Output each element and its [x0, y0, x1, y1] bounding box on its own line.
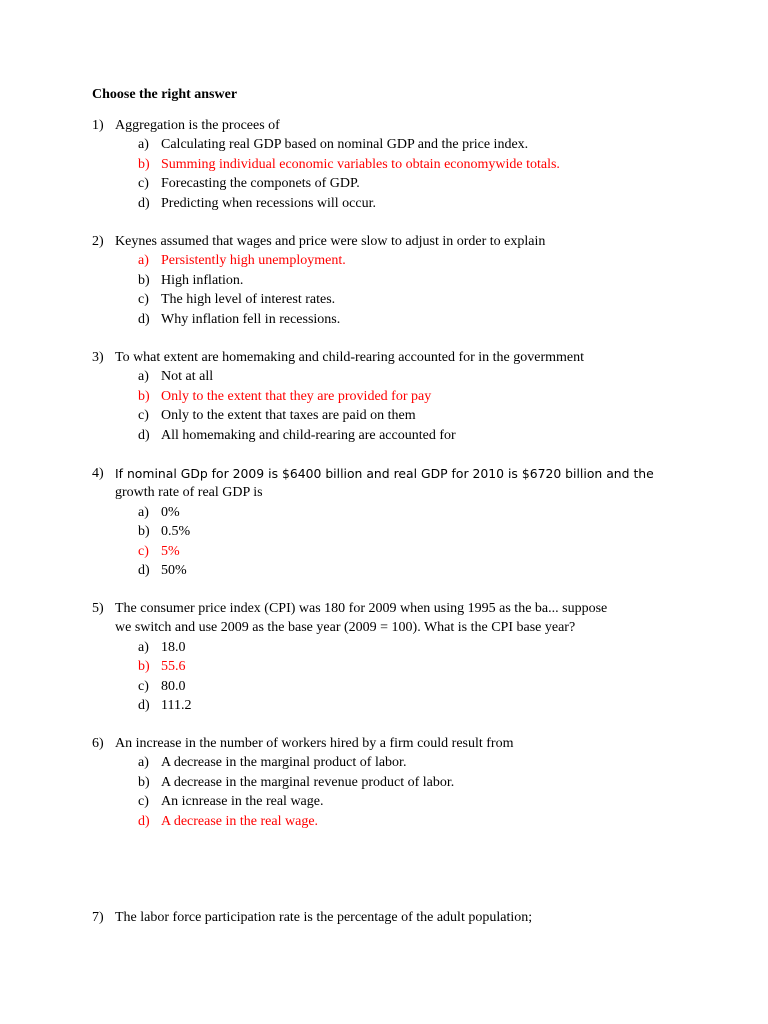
question-line [92, 734, 692, 753]
option-text: 50% [161, 562, 187, 578]
question-7 [92, 908, 692, 927]
question-5 [92, 599, 692, 715]
option-text: Only to the extent that taxes are paid on them [161, 408, 416, 424]
option-letter: a) [138, 504, 149, 520]
option-c [92, 406, 692, 425]
option-text: Persistently high unemployment. [161, 253, 346, 269]
option-c-correct [92, 542, 692, 561]
question-line [92, 483, 692, 502]
option-letter: b) [138, 659, 150, 675]
page-heading: Choose the right answer [92, 87, 238, 102]
option-letter: d) [138, 195, 150, 211]
question-line [92, 908, 692, 927]
option-text: 18.0 [161, 639, 186, 655]
option-letter: c) [138, 176, 149, 192]
option-letter: c) [138, 678, 149, 694]
option-text: 80.0 [161, 678, 186, 694]
question-number: 3) [92, 350, 104, 365]
option-d [92, 426, 692, 445]
option-text: 55.6 [161, 659, 186, 675]
question-number: 2) [92, 234, 104, 249]
question-text: The labor force participation rate is the percentage of the adult population; [115, 910, 533, 925]
option-letter: a) [138, 755, 149, 771]
option-text: The high level of interest rates. [161, 292, 336, 308]
option-letter: c) [138, 408, 149, 424]
question-text: Keynes assumed that wages and price were slow to adjust in order to explain [115, 234, 546, 249]
question-text: growth rate of real GDP is [115, 485, 263, 501]
option-letter: d) [138, 427, 150, 443]
option-d [92, 696, 692, 715]
question-4 [92, 464, 692, 580]
question-number: 6) [92, 736, 104, 751]
question-line [92, 116, 692, 135]
option-text: Forecasting the componets of GDP. [161, 176, 360, 192]
option-text: High inflation. [161, 272, 244, 288]
question-line [92, 464, 692, 483]
option-text: Only to the extent that they are provided for pay [161, 388, 432, 404]
option-a [92, 135, 692, 154]
option-text: Why inflation fell in recessions. [161, 311, 341, 327]
option-letter: d) [138, 562, 150, 578]
question-number: 1) [92, 118, 104, 133]
option-text: A decrease in the real wage. [161, 813, 319, 829]
option-c [92, 792, 692, 811]
option-letter: d) [138, 697, 150, 713]
question-3 [92, 348, 692, 445]
question-text: The consumer price index (CPI) was 180 for 2009 when using 1995 as the ba... suppose [115, 601, 608, 616]
question-text: To what extent are homemaking and child-rearing accounted for in the govermment [115, 350, 585, 365]
question-line [92, 618, 692, 637]
option-text: An icnrease in the real wage. [161, 794, 324, 810]
option-letter: a) [138, 639, 149, 655]
option-letter: b) [138, 524, 150, 540]
option-a-correct [92, 251, 692, 270]
question-number: 5) [92, 601, 104, 616]
option-b-correct [92, 387, 692, 406]
question-line [92, 348, 692, 367]
option-text: All homemaking and child-rearing are accounted for [161, 427, 456, 443]
option-letter: a) [138, 253, 149, 269]
option-a [92, 753, 692, 772]
option-letter: c) [138, 543, 149, 559]
option-d [92, 561, 692, 580]
question-text: If nominal GDp for 2009 is $6400 billion and real GDP for 2010 is $6720 billion and the [115, 466, 654, 481]
question-line [92, 232, 692, 251]
question-number: 4) [92, 466, 104, 481]
option-letter: d) [138, 813, 150, 829]
option-text: Summing individual economic variables to obtain economywide totals. [161, 156, 560, 172]
option-text: A decrease in the marginal product of labor. [161, 755, 407, 771]
option-c [92, 174, 692, 193]
option-a [92, 638, 692, 657]
option-letter: b) [138, 774, 150, 790]
question-number: 7) [92, 910, 104, 925]
option-d [92, 194, 692, 213]
option-c [92, 290, 692, 309]
option-letter: a) [138, 369, 149, 385]
question-line [92, 599, 692, 618]
option-d-correct [92, 812, 692, 831]
option-b-correct [92, 155, 692, 174]
option-b [92, 522, 692, 541]
option-b-correct [92, 657, 692, 676]
option-letter: b) [138, 388, 150, 404]
option-b [92, 773, 692, 792]
option-a [92, 503, 692, 522]
question-2 [92, 232, 692, 329]
option-text: Predicting when recessions will occur. [161, 195, 377, 211]
question-1 [92, 116, 692, 213]
option-d [92, 310, 692, 329]
question-text: we switch and use 2009 as the base year (2009 = 100). What is the CPI base year? [115, 620, 576, 636]
option-a [92, 367, 692, 386]
option-text: Calculating real GDP based on nominal GDP and the price index. [161, 137, 529, 153]
option-letter: a) [138, 137, 149, 153]
question-text: An increase in the number of workers hired by a firm could result from [115, 736, 514, 751]
option-text: 5% [161, 543, 180, 559]
option-letter: c) [138, 794, 149, 810]
option-b [92, 271, 692, 290]
option-c [92, 677, 692, 696]
option-text: 0.5% [161, 524, 191, 540]
option-letter: d) [138, 311, 150, 327]
question-6 [92, 734, 692, 831]
option-text: 0% [161, 504, 180, 520]
option-letter: b) [138, 272, 150, 288]
option-letter: c) [138, 292, 149, 308]
option-text: A decrease in the marginal revenue product of labor. [161, 774, 455, 790]
question-text: Aggregation is the procees of [115, 118, 280, 133]
option-text: Not at all [161, 369, 214, 385]
option-letter: b) [138, 156, 150, 172]
option-text: 111.2 [161, 697, 192, 713]
